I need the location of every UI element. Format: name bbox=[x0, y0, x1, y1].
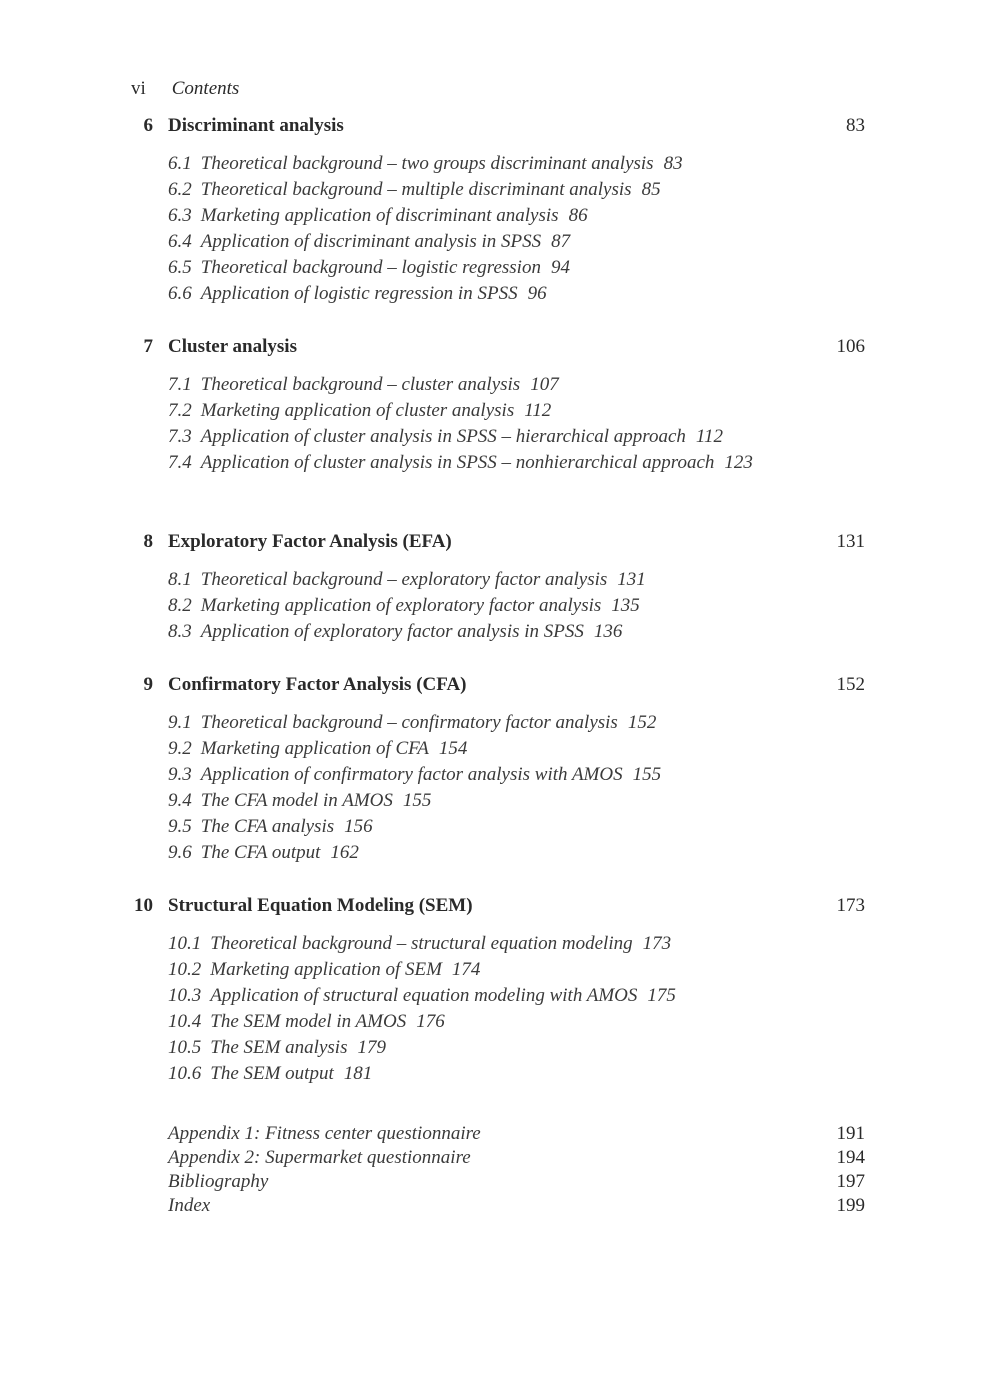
section-entry[interactable] bbox=[168, 736, 788, 762]
section-title: The CFA analysis bbox=[200, 816, 335, 837]
section-entry[interactable] bbox=[168, 255, 788, 281]
section-page-number: 112 bbox=[524, 400, 552, 421]
section-entry[interactable] bbox=[168, 450, 758, 476]
section-page-number: 156 bbox=[344, 816, 373, 837]
section-number: 6.3 bbox=[168, 205, 192, 226]
section-number: 6.4 bbox=[168, 231, 192, 252]
section-text bbox=[201, 450, 758, 476]
section-page-number: 135 bbox=[611, 595, 640, 616]
section-page-number: 162 bbox=[330, 842, 359, 863]
running-head bbox=[131, 77, 239, 101]
section-entry[interactable] bbox=[168, 229, 788, 255]
chapter-title: Structural Equation Modeling (SEM) bbox=[168, 895, 473, 916]
backmatter-title: Index bbox=[168, 1195, 211, 1216]
chapter-page-number: 83 bbox=[846, 115, 865, 136]
section-text bbox=[201, 840, 788, 866]
section-title: Theoretical background – two groups discriminant analysis bbox=[200, 153, 654, 174]
section-text bbox=[201, 710, 788, 736]
chapter-heading[interactable] bbox=[0, 893, 986, 919]
chapter-entry bbox=[0, 113, 986, 307]
section-page-number: 179 bbox=[357, 1037, 386, 1058]
section-text bbox=[201, 203, 788, 229]
section-entry[interactable] bbox=[168, 1035, 788, 1061]
section-entry[interactable] bbox=[168, 177, 788, 203]
section-number: 6.5 bbox=[168, 257, 192, 278]
section-title: Theoretical background – structural equation modeling bbox=[210, 933, 633, 954]
backmatter-title: Appendix 2: Supermarket questionnaire bbox=[168, 1147, 471, 1168]
section-entry[interactable] bbox=[168, 398, 758, 424]
section-text bbox=[201, 762, 788, 788]
section-text bbox=[210, 1035, 788, 1061]
section-title: Theoretical background – cluster analysis bbox=[200, 374, 521, 395]
chapter-number: 10 bbox=[134, 895, 153, 916]
section-page-number: 175 bbox=[647, 985, 676, 1006]
section-title: The SEM model in AMOS bbox=[210, 1011, 407, 1032]
section-entry[interactable] bbox=[168, 814, 788, 840]
section-title: Application of exploratory factor analysis in SPSS bbox=[200, 621, 584, 642]
section-page-number: 181 bbox=[343, 1063, 373, 1084]
section-list bbox=[168, 710, 788, 866]
section-page-number: 155 bbox=[402, 790, 432, 811]
section-page-number: 155 bbox=[632, 764, 662, 785]
section-text bbox=[201, 151, 788, 177]
section-entry[interactable] bbox=[168, 593, 788, 619]
section-page-number: 154 bbox=[438, 738, 468, 759]
section-title: Theoretical background – confirmatory factor analysis bbox=[200, 712, 618, 733]
section-title: Application of confirmatory factor analysis with AMOS bbox=[200, 764, 623, 785]
section-text bbox=[201, 736, 788, 762]
chapter-heading[interactable] bbox=[0, 334, 986, 360]
section-text bbox=[201, 177, 788, 203]
chapter-title: Exploratory Factor Analysis (EFA) bbox=[168, 531, 452, 552]
section-text bbox=[201, 398, 758, 424]
backmatter-page-number: 199 bbox=[836, 1195, 865, 1216]
section-entry[interactable] bbox=[168, 957, 788, 983]
section-title: Marketing application of discriminant analysis bbox=[200, 205, 559, 226]
running-head-title: Contents bbox=[171, 78, 240, 99]
section-entry[interactable] bbox=[168, 762, 788, 788]
section-number: 9.4 bbox=[168, 790, 192, 811]
section-title: Theoretical background – multiple discriminant analysis bbox=[200, 179, 632, 200]
section-number: 6.1 bbox=[168, 153, 192, 174]
section-entry[interactable] bbox=[168, 281, 788, 307]
chapter-number: 8 bbox=[143, 531, 153, 552]
section-text bbox=[201, 567, 788, 593]
section-title: Application of cluster analysis in SPSS – nonhierarchical approach bbox=[200, 452, 715, 473]
section-page-number: 152 bbox=[627, 712, 657, 733]
section-number: 8.3 bbox=[168, 621, 192, 642]
chapter-entry bbox=[0, 529, 986, 645]
section-entry[interactable] bbox=[168, 151, 788, 177]
chapter-page-number: 173 bbox=[836, 895, 865, 916]
chapter-heading[interactable] bbox=[0, 113, 986, 139]
backmatter-entry[interactable] bbox=[168, 1146, 865, 1170]
chapter-entry bbox=[0, 334, 986, 476]
backmatter-entry[interactable] bbox=[168, 1194, 865, 1218]
section-text bbox=[201, 593, 788, 619]
section-page-number: 123 bbox=[724, 452, 753, 473]
section-text bbox=[201, 255, 788, 281]
section-title: Theoretical background – logistic regression bbox=[200, 257, 541, 278]
section-entry[interactable] bbox=[168, 931, 788, 957]
section-number: 10.2 bbox=[168, 959, 202, 980]
section-number: 10.3 bbox=[168, 985, 202, 1006]
chapter-page-number: 106 bbox=[836, 336, 865, 357]
section-text bbox=[210, 931, 788, 957]
section-title: Application of logistic regression in SPSS bbox=[200, 283, 518, 304]
section-page-number: 87 bbox=[551, 231, 571, 252]
backmatter-title: Appendix 1: Fitness center questionnaire bbox=[168, 1123, 481, 1144]
section-list bbox=[168, 931, 788, 1087]
backmatter-page-number: 191 bbox=[836, 1123, 865, 1144]
section-page-number: 94 bbox=[550, 257, 570, 278]
section-page-number: 83 bbox=[663, 153, 683, 174]
section-number: 10.1 bbox=[168, 933, 202, 954]
section-number: 8.1 bbox=[168, 569, 192, 590]
section-title: The SEM analysis bbox=[210, 1037, 348, 1058]
section-text bbox=[201, 788, 788, 814]
section-entry[interactable] bbox=[168, 567, 788, 593]
section-text bbox=[201, 424, 758, 450]
section-page-number: 173 bbox=[642, 933, 672, 954]
section-text bbox=[201, 229, 788, 255]
section-entry[interactable] bbox=[168, 710, 788, 736]
section-number: 7.3 bbox=[168, 426, 192, 447]
section-entry[interactable] bbox=[168, 619, 788, 645]
backmatter-page-number: 197 bbox=[836, 1171, 865, 1192]
chapter-title: Cluster analysis bbox=[168, 336, 297, 357]
section-title: The CFA model in AMOS bbox=[200, 790, 393, 811]
section-page-number: 96 bbox=[527, 283, 547, 304]
section-text bbox=[201, 372, 758, 398]
section-list bbox=[168, 151, 788, 307]
page-folio: vi bbox=[131, 78, 146, 99]
section-text bbox=[210, 1009, 788, 1035]
section-number: 10.6 bbox=[168, 1063, 202, 1084]
section-page-number: 176 bbox=[416, 1011, 445, 1032]
section-number: 9.5 bbox=[168, 816, 192, 837]
section-entry[interactable] bbox=[168, 424, 758, 450]
section-title: Marketing application of CFA bbox=[200, 738, 429, 759]
section-title: Marketing application of SEM bbox=[210, 959, 442, 980]
backmatter-entry[interactable] bbox=[168, 1122, 865, 1146]
section-number: 7.4 bbox=[168, 452, 192, 473]
section-entry[interactable] bbox=[168, 840, 788, 866]
section-title: The SEM output bbox=[210, 1063, 334, 1084]
section-page-number: 136 bbox=[593, 621, 623, 642]
section-text bbox=[210, 957, 788, 983]
chapter-title: Discriminant analysis bbox=[168, 115, 344, 136]
section-title: The CFA output bbox=[200, 842, 321, 863]
chapter-number: 9 bbox=[143, 674, 153, 695]
backmatter-page-number: 194 bbox=[836, 1147, 865, 1168]
section-entry[interactable] bbox=[168, 788, 788, 814]
section-text bbox=[201, 619, 788, 645]
section-number: 9.1 bbox=[168, 712, 192, 733]
chapter-page-number: 131 bbox=[836, 531, 865, 552]
section-number: 9.3 bbox=[168, 764, 192, 785]
section-entry[interactable] bbox=[168, 203, 788, 229]
chapter-page-number: 152 bbox=[836, 674, 865, 695]
chapter-title: Confirmatory Factor Analysis (CFA) bbox=[168, 674, 467, 695]
section-list bbox=[168, 567, 788, 645]
chapter-entry bbox=[0, 672, 986, 866]
section-title: Marketing application of exploratory factor analysis bbox=[200, 595, 602, 616]
chapter-heading[interactable] bbox=[0, 529, 986, 555]
section-list bbox=[168, 372, 758, 476]
section-text bbox=[210, 1061, 788, 1087]
section-number: 6.2 bbox=[168, 179, 192, 200]
section-number: 7.1 bbox=[168, 374, 192, 395]
section-number: 8.2 bbox=[168, 595, 192, 616]
section-page-number: 112 bbox=[695, 426, 723, 447]
section-number: 6.6 bbox=[168, 283, 192, 304]
section-page-number: 174 bbox=[451, 959, 481, 980]
section-entry[interactable] bbox=[168, 1061, 788, 1087]
section-title: Application of cluster analysis in SPSS – hierarchical approach bbox=[200, 426, 686, 447]
section-entry[interactable] bbox=[168, 372, 758, 398]
section-entry[interactable] bbox=[168, 983, 788, 1009]
section-page-number: 86 bbox=[568, 205, 588, 226]
chapter-entry bbox=[0, 893, 986, 1087]
section-text bbox=[210, 983, 788, 1009]
section-number: 7.2 bbox=[168, 400, 192, 421]
section-title: Theoretical background – exploratory factor analysis bbox=[200, 569, 608, 590]
section-number: 9.6 bbox=[168, 842, 192, 863]
section-page-number: 107 bbox=[530, 374, 559, 395]
section-page-number: 85 bbox=[641, 179, 661, 200]
chapter-heading[interactable] bbox=[0, 672, 986, 698]
section-title: Marketing application of cluster analysis bbox=[200, 400, 515, 421]
section-title: Application of discriminant analysis in SPSS bbox=[200, 231, 542, 252]
backmatter-title: Bibliography bbox=[168, 1171, 269, 1192]
section-text bbox=[201, 814, 788, 840]
section-number: 10.5 bbox=[168, 1037, 202, 1058]
section-title: Application of structural equation modeling with AMOS bbox=[210, 985, 638, 1006]
backmatter-entry[interactable] bbox=[168, 1170, 865, 1194]
section-text bbox=[201, 281, 788, 307]
chapter-number: 6 bbox=[143, 115, 153, 136]
chapter-number: 7 bbox=[143, 336, 153, 357]
section-number: 10.4 bbox=[168, 1011, 202, 1032]
section-page-number: 131 bbox=[617, 569, 646, 590]
section-number: 9.2 bbox=[168, 738, 192, 759]
backmatter-list bbox=[168, 1122, 865, 1218]
section-entry[interactable] bbox=[168, 1009, 788, 1035]
